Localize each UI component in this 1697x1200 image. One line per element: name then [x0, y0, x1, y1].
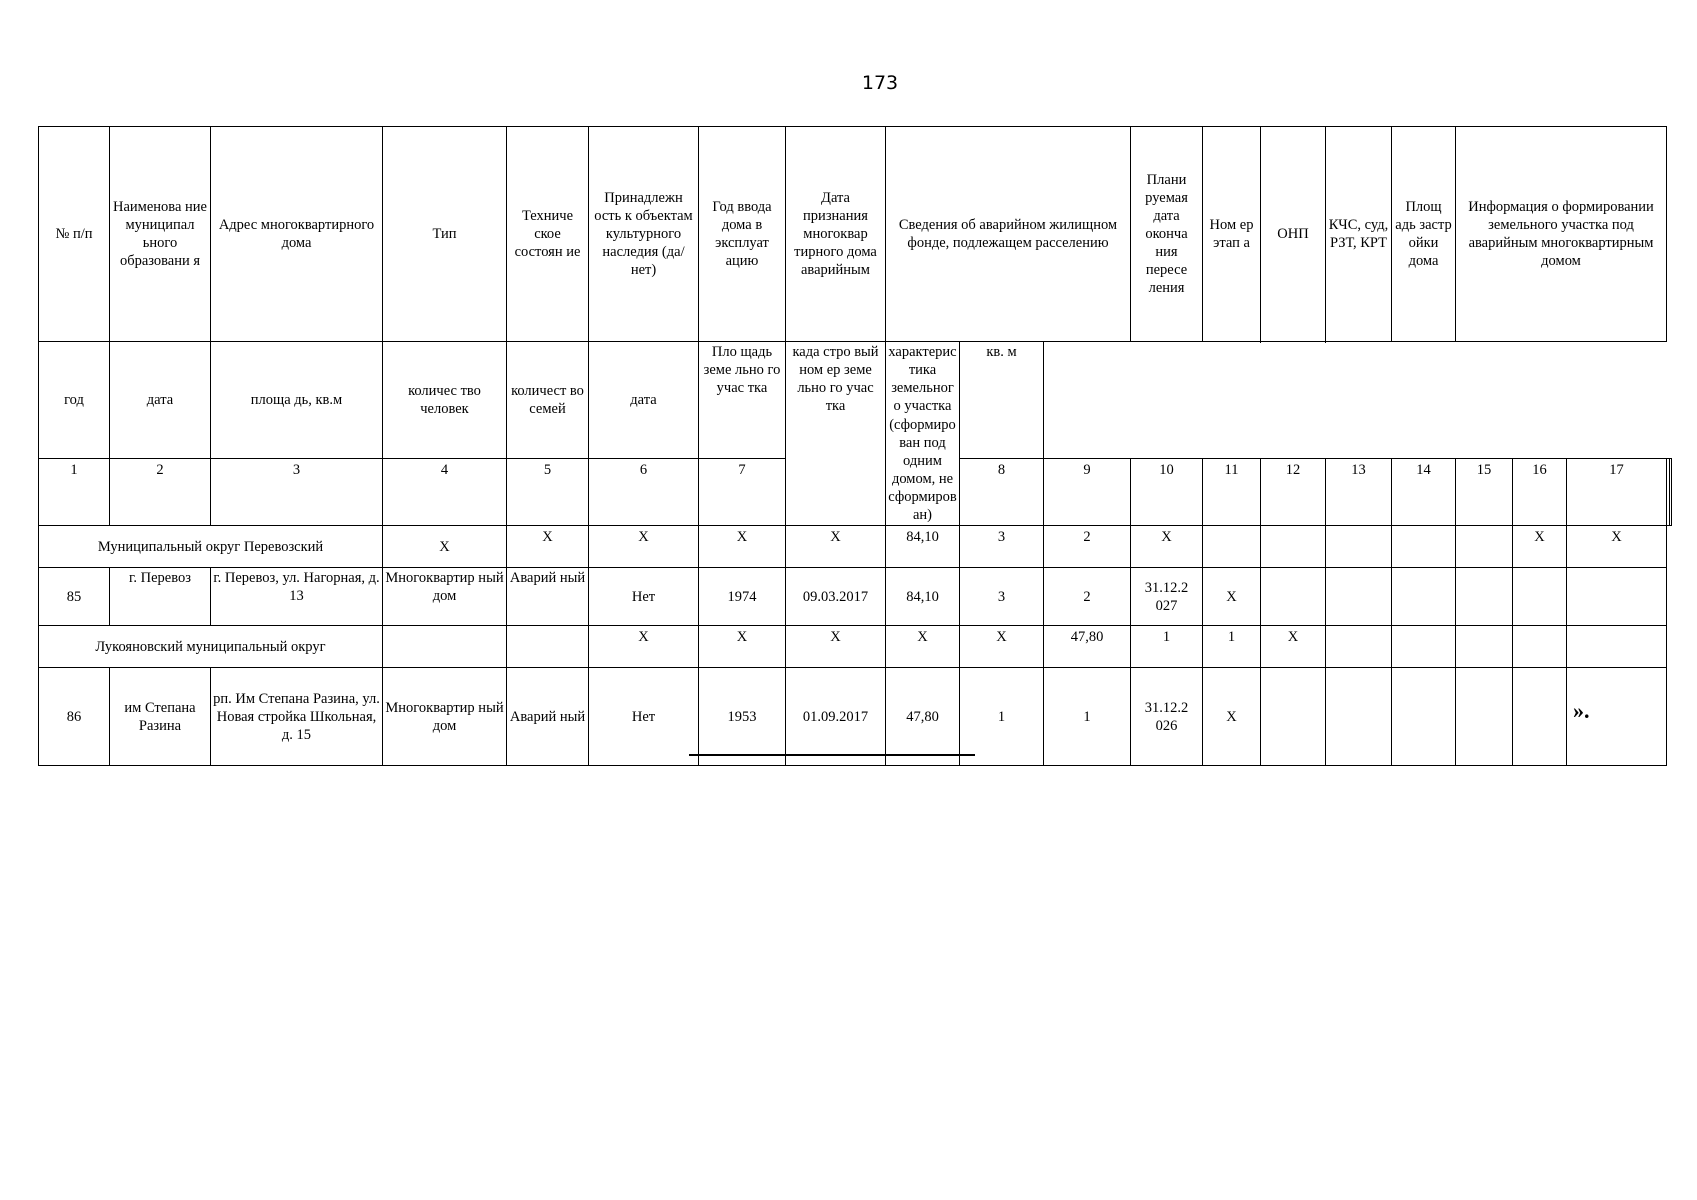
- colnum-13: 13: [1326, 458, 1392, 525]
- cell-kchs: [1326, 568, 1392, 626]
- cell-cadastral: Х: [1513, 526, 1567, 568]
- header-sub-c16: кв. м: [960, 342, 1044, 459]
- colnum-8: 8: [960, 458, 1044, 525]
- cell-build-area: [1392, 526, 1456, 568]
- header-c16: Площ адь застр ойки дома: [1392, 127, 1456, 342]
- cell-area: Х: [886, 626, 960, 668]
- cell-date: Х: [786, 626, 886, 668]
- header-row-main: [39, 127, 1672, 342]
- cell-area: 84,10: [886, 568, 960, 626]
- cell-heritage: Х: [589, 626, 699, 668]
- table-row: [39, 668, 1672, 766]
- subtotal-row-perevozsky: [39, 526, 1672, 568]
- cell-year: 1953: [699, 668, 786, 766]
- colnum-6: 6: [589, 458, 699, 525]
- page-number: 173: [861, 72, 899, 94]
- cell-municipality: им Степана Разина: [110, 668, 211, 766]
- table-row: [39, 568, 1672, 626]
- cell-land-area: [1456, 526, 1513, 568]
- cell-heritage: Нет: [589, 668, 699, 766]
- colnum-2: 2: [110, 458, 211, 525]
- cell-year: Х: [699, 626, 786, 668]
- colnum-7: 7: [699, 458, 786, 525]
- subtotal-row-lukoyanovsky: [39, 626, 1672, 668]
- header-c8: Дата признания многоквар тирного дома аварийным: [786, 127, 886, 342]
- header-sub-c8: дата: [110, 342, 211, 459]
- footer-divider: [689, 754, 975, 756]
- cell-type: Х: [383, 526, 507, 568]
- header-c14: ОНП: [1261, 127, 1326, 342]
- cell-planned-date: 1: [1131, 626, 1203, 668]
- cell-stage: Х: [1203, 568, 1261, 626]
- cell-stage: Х: [1203, 668, 1261, 766]
- cell-land-area: [1456, 626, 1513, 668]
- cell-build-area: [1392, 668, 1456, 766]
- cell-condition: [507, 626, 589, 668]
- cell-kchs: [1326, 626, 1392, 668]
- header-c18: када стро вый ном ер земе льно го учас тка: [786, 342, 886, 526]
- header-c5: Техниче ское состоян ие: [507, 127, 589, 342]
- cell-date: Х: [786, 526, 886, 568]
- cell-build-area: [1392, 626, 1456, 668]
- header-sub-c11: количест во семей: [507, 342, 589, 459]
- colnum-11: 11: [1203, 458, 1261, 525]
- cell-year: 1974: [699, 568, 786, 626]
- header-sub-c9: площа дь, кв.м: [211, 342, 383, 459]
- colnum-15: 15: [1456, 458, 1513, 525]
- cell-people: 3: [960, 526, 1044, 568]
- cell-kchs: [1326, 526, 1392, 568]
- colnum-12: 12: [1261, 458, 1326, 525]
- cell-onp: [1261, 568, 1326, 626]
- cell-cadastral: [1513, 626, 1567, 668]
- header-c2: Наименова ние муниципал ьного образовани я: [110, 127, 211, 342]
- header-c1: № п/п: [39, 127, 110, 342]
- cell-land-area: [1456, 668, 1513, 766]
- header-c12: Плани руемая дата оконча ния пересе ления: [1131, 127, 1203, 342]
- cell-families: 2: [1044, 526, 1131, 568]
- colnum-9: 9: [1044, 458, 1131, 525]
- cell-planned-date: Х: [1131, 526, 1203, 568]
- cell-cadastral: [1513, 668, 1567, 766]
- header-sub-c12: дата: [589, 342, 699, 459]
- cell-municipality: г. Перевоз: [110, 568, 211, 626]
- header-c15: КЧС, суд, РЗТ, КРТ: [1326, 127, 1392, 342]
- header-land-group: Информация о формировании земельного участка под аварийным многоквартирным домом: [1456, 127, 1667, 342]
- cell-people: 1: [960, 668, 1044, 766]
- cell-year: Х: [699, 526, 786, 568]
- cell-onp: [1261, 668, 1326, 766]
- cell-land-character: Х: [1567, 526, 1667, 568]
- colnum-16: 16: [1513, 458, 1567, 525]
- cell-families: 2: [1044, 568, 1131, 626]
- cell-condition: Аварий ный: [507, 568, 589, 626]
- colnum-4: 4: [383, 458, 507, 525]
- header-c7: Год ввода дома в эксплуат ацию: [699, 127, 786, 342]
- colnum-3: 3: [211, 458, 383, 525]
- cell-number: 86: [39, 668, 110, 766]
- cell-area: 47,80: [886, 668, 960, 766]
- header-c17: Пло щадь земе льно го учас тка: [699, 342, 786, 459]
- cell-address: г. Перевоз, ул. Нагорная, д. 13: [211, 568, 383, 626]
- header-c4: Тип: [383, 127, 507, 342]
- colnum-10: 10: [1131, 458, 1203, 525]
- cell-date: 09.03.2017: [786, 568, 886, 626]
- cell-families: 47,80: [1044, 626, 1131, 668]
- header-c3: Адрес многоквартирного дома: [211, 127, 383, 342]
- cell-date: 01.09.2017: [786, 668, 886, 766]
- colnum-1: 1: [39, 458, 110, 525]
- header-sub-c7: год: [39, 342, 110, 459]
- cell-type: Многоквартир ный дом: [383, 568, 507, 626]
- header-relocation-group: Сведения об аварийном жилищном фонде, подлежащем расселению: [886, 127, 1131, 342]
- cell-onp: Х: [1261, 626, 1326, 668]
- cell-type: [383, 626, 507, 668]
- header-c13: Ном ер этап а: [1203, 127, 1261, 342]
- cell-onp: [1261, 526, 1326, 568]
- cell-heritage: Х: [589, 526, 699, 568]
- cell-build-area: [1392, 568, 1456, 626]
- colnum-14: 14: [1392, 458, 1456, 525]
- cell-planned-date: 31.12.2 026: [1131, 668, 1203, 766]
- cell-cadastral: [1513, 568, 1567, 626]
- cell-families: 1: [1044, 668, 1131, 766]
- emergency-housing-table: [38, 126, 1672, 766]
- header-sub-c10: количес тво человек: [383, 342, 507, 459]
- cell-stage: 1: [1203, 626, 1261, 668]
- colnum-19: [1669, 458, 1672, 525]
- cell-condition: Аварий ный: [507, 668, 589, 766]
- cell-heritage: Нет: [589, 568, 699, 626]
- cell-land-area: [1456, 568, 1513, 626]
- subtotal-label: Лукояновский муниципальный округ: [39, 626, 383, 668]
- cell-number: 85: [39, 568, 110, 626]
- cell-land-character: [1567, 568, 1667, 626]
- cell-address: рп. Им Степана Разина, ул. Новая стройка Школьная, д. 15: [211, 668, 383, 766]
- cell-people: Х: [960, 626, 1044, 668]
- closing-quote: ».: [1573, 698, 1590, 723]
- subtotal-label: Муниципальный округ Перевозский: [39, 526, 383, 568]
- cell-area: 84,10: [886, 526, 960, 568]
- cell-stage: [1203, 526, 1261, 568]
- cell-people: 3: [960, 568, 1044, 626]
- cell-type: Многоквартир ный дом: [383, 668, 507, 766]
- colnum-17: 17: [1567, 458, 1667, 525]
- header-c19: характерис тика земельного участка (сформиро ван под одним домом, не сформиров ан): [886, 342, 960, 526]
- header-c6: Принадлежн ость к объектам культурного наследия (да/нет): [589, 127, 699, 342]
- cell-condition: Х: [507, 526, 589, 568]
- cell-planned-date: 31.12.2 027: [1131, 568, 1203, 626]
- cell-kchs: [1326, 668, 1392, 766]
- colnum-5: 5: [507, 458, 589, 525]
- cell-land-character: [1567, 626, 1667, 668]
